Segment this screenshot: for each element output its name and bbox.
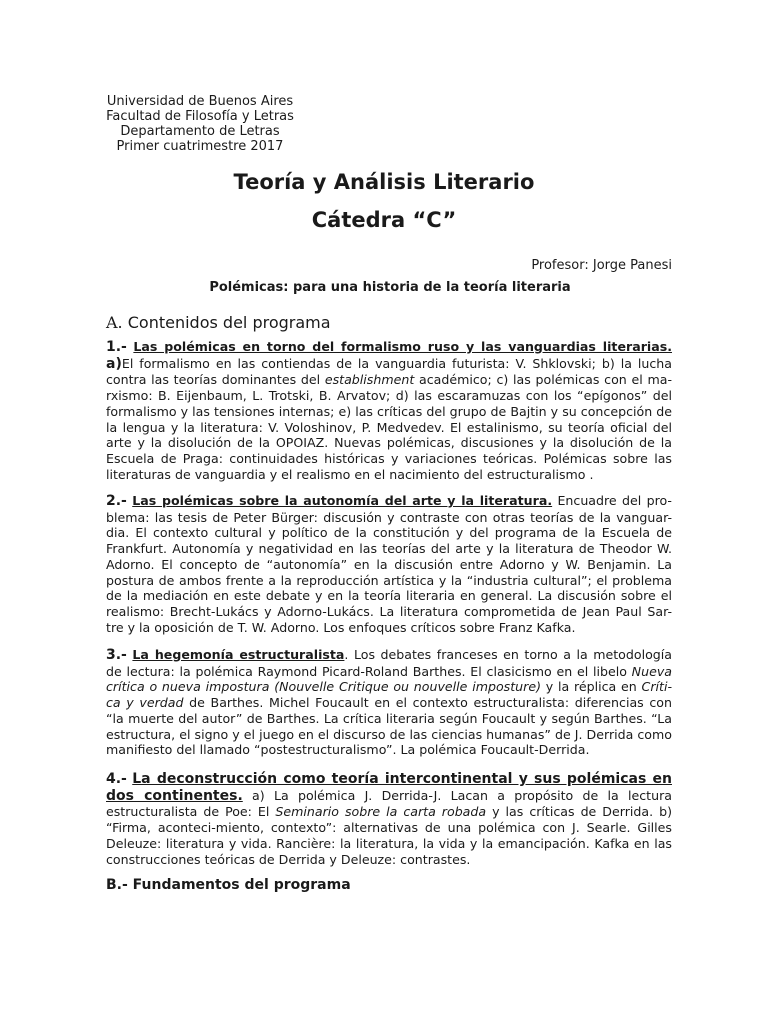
section-b-heading: B.- Fundamentos del programa (106, 877, 351, 893)
section-a-heading (106, 313, 331, 332)
item-text: a) La polémica J. Derrida-J. Lacan a propósito de la lectura estructuralista de Poe: El (106, 787, 672, 820)
program-item-2 (106, 493, 672, 635)
section-a-title: Contenidos del programa (127, 313, 331, 332)
item-emphasis: establishment (324, 372, 415, 388)
course-title: Teoría y Análisis Literario (233, 170, 535, 194)
program-item-4 (106, 771, 672, 867)
chair-title: Cátedra “C” (311, 208, 457, 232)
item-heading: La deconstrucción como teoría intercontinental y sus polémicas en dos continentes. (106, 771, 672, 804)
item-heading: La hegemonía estructuralista (132, 647, 345, 662)
program-subtitle: Polémicas: para una historia de la teoría literaria (209, 280, 571, 295)
item-text: Encuadre del pro-blema: las tesis de Peter Bürger: discusión y contraste con otras teorías de la vanguar-dia. El contexto cultural y político de la constitución y del programa de la Escuela de Frankfurt. Autonomía y negatividad en las teorías del arte y la literatura de Theodor W. Adorno. El concepto de “autonomía” en la discusión entre Adorno y W. Benjamin. La postura de ambos frente a la reproducción artística y la “industria cultural”; el problema de la mediación en este debate y en la teoría literaria en general. La discusión sobre el realismo: Brecht-Lukács y Adorno-Lukács. La literatura comprometida de Jean Paul Sar-tre y la oposición de T. W. Adorno. Los enfoques críticos sobre Franz Kafka. (106, 493, 672, 635)
professor-line: Profesor: Jorge Panesi (531, 258, 672, 273)
item-text: y la réplica en (540, 679, 642, 695)
item-number: 3.- (106, 647, 127, 663)
program-item-1 (106, 339, 672, 482)
item-emphasis: Nueva crítica o nueva impostura (Nouvelle Critique ou nouvelle imposture) (106, 663, 672, 695)
program-item-3 (106, 647, 672, 758)
item-lead-letter: a) (106, 355, 122, 372)
item-text: académico; c) las polémicas con el ma-rxismo: B. Eijenbaum, L. Trotski, B. Arvatov; d) las escaramuzas con los “epígonos” del formalismo y las tensiones internas; e) las críticas del grupo de Bajtin y su concepción de la lengua y la literatura: V. Voloshinov, P. Medvedev. El estalinismo, su teoría oficial del arte y la disolución de la OPOIAZ. Nuevas polémicas, discusiones y la disolución de la Escuela de Praga: continuidades históricas y variaciones teóricas. Polémicas sobre las literaturas de vanguardia y el realismo en el nacimiento del estructuralismo . (106, 372, 672, 482)
item-number: 2.- (106, 493, 127, 509)
institution-header (104, 94, 296, 154)
item-heading: Las polémicas en torno del formalismo ruso y las vanguardias literarias. (133, 339, 672, 354)
item-emphasis: Seminario sobre la carta robada (275, 804, 487, 820)
department-name: Departamento de Letras (120, 124, 280, 139)
item-text: El formalismo en las contiendas de la vanguardia futurista: V. Shklovski; b) la lucha contra las teorías dominantes del (106, 355, 672, 388)
item-emphasis: Críti-ca y verdad (106, 679, 672, 711)
item-number: 1.- (106, 339, 127, 355)
faculty-name: Facultad de Filosofía y Letras (106, 109, 294, 124)
item-text: de Barthes. Michel Foucault en el contexto estructuralista: diferencias con “la muerte del autor” de Barthes. La crítica literaria según Foucault y según Barthes. “La estructura, el signo y el juego en el discurso de las ciencias humanas” de J. Derrida como manifiesto del llamado “postestructuralismo”. La polémica Foucault-Derrida. (106, 695, 672, 758)
item-text: y las críticas de Derrida. b) “Firma, aconteci-miento, contexto”: alternativas de una polémica con J. Searle. Gilles Deleuze: literatura y vida. Rancière: la literatura, la vida y la emancipación. Kafka en las construcciones teóricas de Derrida y Deleuze: contrastes. (106, 804, 672, 867)
university-name: Universidad de Buenos Aires (106, 94, 294, 109)
section-a-letter: A. (106, 313, 123, 332)
term-label: Primer cuatrimestre 2017 (116, 139, 284, 154)
item-heading: Las polémicas sobre la autonomía del arte y la literatura. (132, 493, 553, 508)
item-text: . Los debates franceses en torno a la metodología de lectura: la polémica Raymond Picard-Roland Barthes. El clasicismo en el libelo (106, 647, 672, 679)
item-number: 4.- (106, 771, 127, 787)
